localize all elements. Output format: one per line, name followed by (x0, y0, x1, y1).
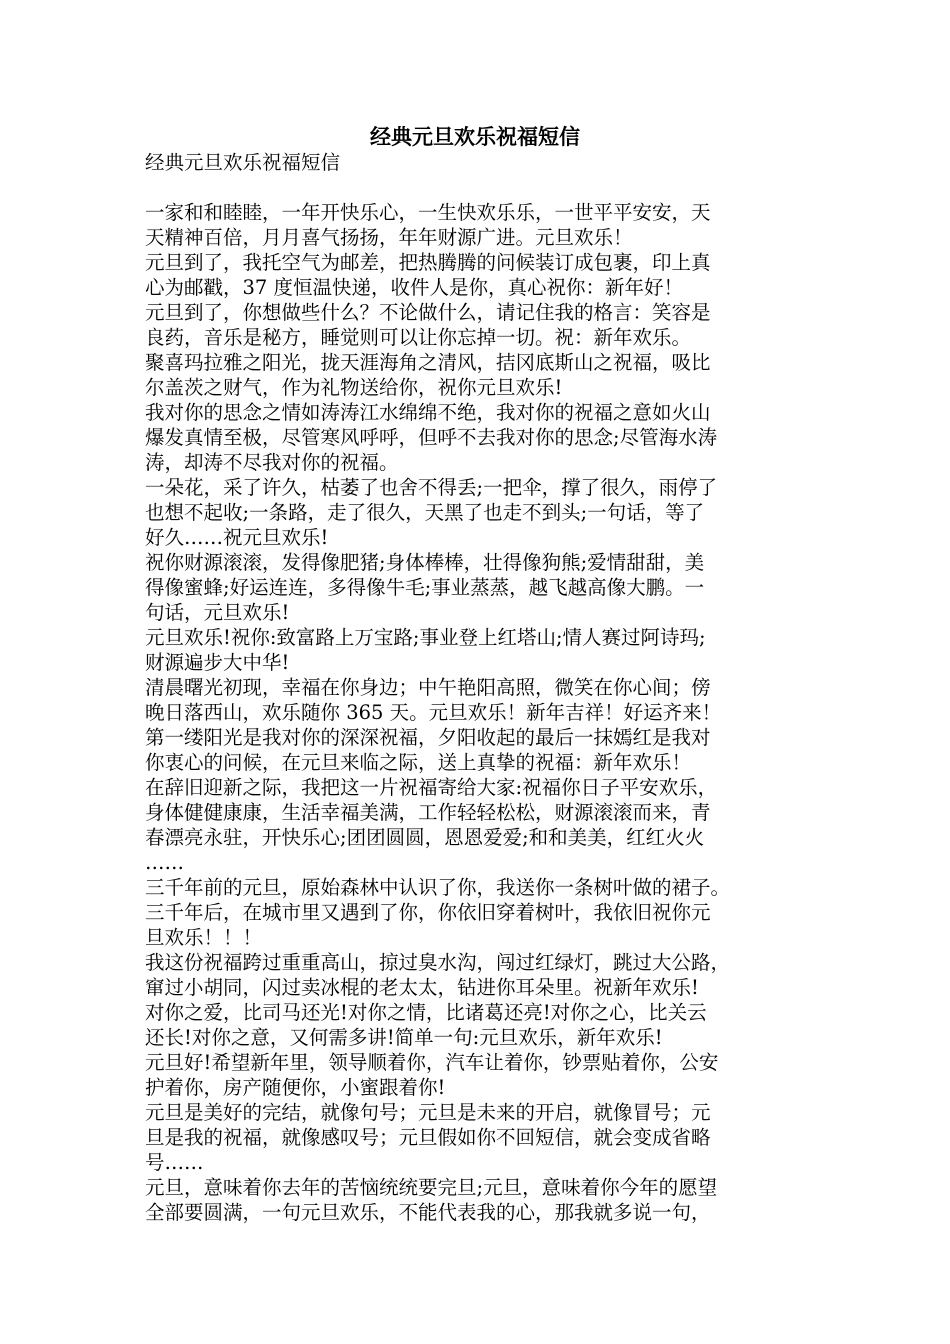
document-title: 经典元旦欢乐祝福短信 (370, 124, 580, 149)
text-line: 一家和和睦睦，一年开快乐心，一生快欢乐乐，一世平平安安，天 (145, 201, 711, 224)
text-line: 爆发真情至极，尽管寒风呼呼，但呼不去我对你的思念;尽管海水涛 (145, 426, 718, 449)
text-line: 好久……祝元旦欢乐! (145, 526, 329, 549)
text-line: 聚喜玛拉雅之阳光，拢天涯海角之清风，拮冈底斯山之祝福，吸比 (145, 351, 711, 374)
text-line: 良药，音乐是秘方，睡觉则可以让你忘掉一切。祝：新年欢乐。 (145, 326, 692, 349)
text-line: 身体健健康康，生活幸福美满，工作轻轻松松，财源滚滚而来，青 (145, 801, 711, 824)
text-line: 财源遍步大中华! (145, 651, 290, 674)
text-line: 句话，元旦欢乐! (145, 601, 290, 624)
text-line: 一朵花，采了许久，枯萎了也舍不得丢;一把伞，撑了很久，雨停了 (145, 476, 718, 499)
text-line: 窜过小胡同，闪过卖冰棍的老太太，钻进你耳朵里。祝新年欢乐! (145, 976, 699, 999)
text-line: 天精神百倍，月月喜气扬扬，年年财源广进。元旦欢乐！ (145, 226, 633, 249)
text-line: 元旦欢乐!祝你:致富路上万宝路;事业登上红塔山;情人赛过阿诗玛; (145, 626, 706, 649)
text-line: 三千年前的元旦，原始森林中认识了你，我送你一条树叶做的裙子。 (145, 876, 731, 899)
text-line: 护着你，房产随便你，小蜜跟着你! (145, 1076, 446, 1099)
text-line: 清晨曙光初现，幸福在你身边；中午艳阳高照，微笑在你心间；傍 (145, 676, 711, 699)
text-line: 我这份祝福跨过重重高山，掠过臭水沟，闯过红绿灯，跳过大公路， (145, 951, 731, 974)
text-line: 祝你财源滚滚，发得像肥猪;身体棒棒，壮得像狗熊;爱情甜甜，美 (145, 551, 705, 574)
text-line: 元旦好!希望新年里，领导顺着你，汽车让着你，钞票贴着你，公安 (145, 1051, 719, 1074)
text-line: 元旦到了，我托空气为邮差，把热腾腾的问候装订成包裹，印上真 (145, 251, 711, 274)
document-body (145, 150, 815, 1225)
text-line: 还长!对你之意，又何需多讲!简单一句:元旦欢乐，新年欢乐! (145, 1026, 663, 1049)
text-line: 你衷心的问候，在元旦来临之际，送上真挚的祝福：新年欢乐！ (145, 751, 692, 774)
body-lines (145, 200, 815, 1225)
text-line: 旦是我的祝福，就像感叹号；元旦假如你不回短信，就会变成省略 (145, 1126, 711, 1149)
text-line: 在辞旧迎新之际，我把这一片祝福寄给大家:祝福你日子平安欢乐， (145, 776, 718, 799)
blank-line (145, 175, 815, 200)
text-line: 得像蜜蜂;好运连连，多得像牛毛;事业蒸蒸，越飞越高像大鹏。一 (145, 576, 705, 599)
text-line: 涛，却涛不尽我对你的祝福。 (145, 451, 399, 474)
text-line: 全部要圆满，一句元旦欢乐，不能代表我的心，那我就多说一句， (145, 1201, 711, 1224)
text-line: 元旦是美好的完结，就像句号；元旦是未来的开启，就像冒号；元 (145, 1101, 711, 1124)
text-line: 对你之爱，比司马还光!对你之情，比诸葛还亮!对你之心，比关云 (145, 1001, 707, 1024)
text-line: 也想不起收;一条路，走了很久，天黑了也走不到头;一句话，等了 (145, 501, 705, 524)
text-line: 我对你的思念之情如涛涛江水绵绵不绝，我对你的祝福之意如火山 (145, 401, 711, 424)
text-line: 第一缕阳光是我对你的深深祝福，夕阳收起的最后一抹嫣红是我对 (145, 726, 711, 749)
text-line: 春漂亮永驻，开快乐心;团团圆圆，恩恩爱爱;和和美美，红红火火 (145, 826, 705, 849)
text-line: …… (145, 851, 184, 874)
text-line: 元旦到了，你想做些什么？不论做什么，请记住我的格言：笑容是 (145, 301, 711, 324)
text-line: 旦欢乐！！！ (145, 926, 263, 949)
text-line: 三千年后，在城市里又遇到了你，你依旧穿着树叶，我依旧祝你元 (145, 901, 711, 924)
text-line: 心为邮戳，37 度恒温快递，收件人是你，真心祝你：新年好！ (145, 276, 684, 299)
text-line: 元旦，意味着你去年的苦恼统统要完旦;元旦，意味着你今年的愿望 (145, 1176, 718, 1199)
text-line: 尔盖茨之财气，作为礼物送给你，祝你元旦欢乐! (145, 376, 563, 399)
text-line: 号…… (145, 1151, 204, 1174)
text-line: 晚日落西山，欢乐随你 365 天。元旦欢乐！新年吉祥！好运齐来！ (145, 701, 722, 724)
document-subtitle: 经典元旦欢乐祝福短信 (145, 151, 341, 174)
